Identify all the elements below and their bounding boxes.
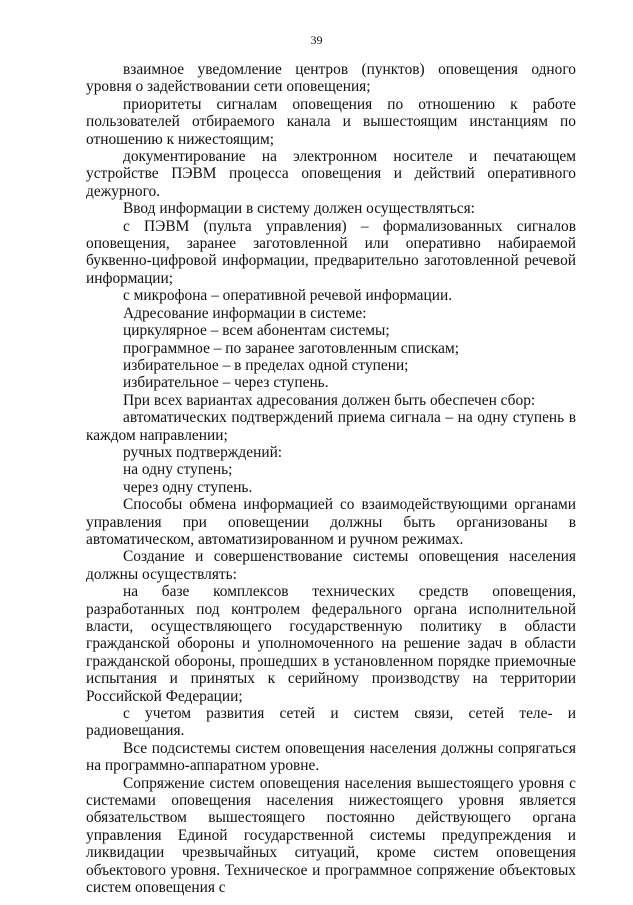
paragraph: Способы обмена информацией со взаимодействующими органами управления при оповещении должны быть организованы в автоматическом, автоматизированном и ручном режимах. xyxy=(86,496,576,548)
paragraph: избирательное – в пределах одной ступени; xyxy=(123,356,409,374)
paragraph: документирование на электронном носителе и печатающем устройстве ПЭВМ процесса оповещения и действий оперативного дежурного. xyxy=(86,148,576,200)
paragraph: При всех вариантах адресования должен быть обеспечен сбор: xyxy=(123,391,536,409)
paragraph: ручных подтверждений: xyxy=(123,443,283,461)
paragraph: взаимное уведомление центров (пунктов) оповещения одного уровня о задействовании сети оповещения; xyxy=(86,61,576,96)
paragraph: Создание и совершенствование системы оповещения населения должны осуществлять: xyxy=(86,548,576,583)
paragraph: на одну ступень; xyxy=(123,461,233,479)
paragraph: с ПЭВМ (пульта управления) – формализованных сигналов оповещения, заранее заготовленной или оперативно набираемой буквенно-цифровой информации, предварительно заготовленной речевой информации; xyxy=(86,217,576,287)
paragraph: Все подсистемы систем оповещения населения должны сопрягаться на программно-аппаратном уровне. xyxy=(86,739,576,775)
paragraph: Адресование информации в системе: xyxy=(123,304,367,322)
paragraph: приоритеты сигналам оповещения по отношению к работе пользователей отбираемого канала и вышестоящим инстанциям по отношению к нижестоящим; xyxy=(86,95,576,148)
paragraph: циркулярное – всем абонентам системы; xyxy=(123,322,390,340)
document-body xyxy=(86,61,576,897)
paragraph: Ввод информации в систему должен осуществляться: xyxy=(123,200,475,218)
paragraph: через одну ступень. xyxy=(123,478,253,496)
paragraph: избирательное – через ступень. xyxy=(123,374,329,392)
paragraph: программное – по заранее заготовленным спискам; xyxy=(123,339,460,357)
page-number: 39 xyxy=(310,33,323,47)
paragraph: на базе комплексов технических средств оповещения, разработанных под контролем федерального органа исполнительной власти, осуществляющего государственную политику в области гражданской обороны и уполномоченного на решение задач в области гражданской обороны, прошедших в установленном порядке приемочные испытания и принятых к серийному производству на территории Российской Федерации; xyxy=(86,583,576,705)
paragraph: Сопряжение систем оповещения населения вышестоящего уровня с системами оповещения населения нижестоящего уровня является обязательством вышестоящего постоянно действующего органа управления Единой государственной системы предупреждения и ликвидации чрезвычайных ситуаций, кроме систем оповещения объектового уровня. Техническое и программное сопряжение объектовых систем оповещения с xyxy=(86,774,576,897)
paragraph: с микрофона – оперативной речевой информации. xyxy=(123,287,453,305)
paragraph: с учетом развития сетей и систем связи, сетей теле- и радиовещания. xyxy=(86,705,576,740)
paragraph: автоматических подтверждений приема сигнала – на одну ступень в каждом направлении; xyxy=(86,409,576,444)
